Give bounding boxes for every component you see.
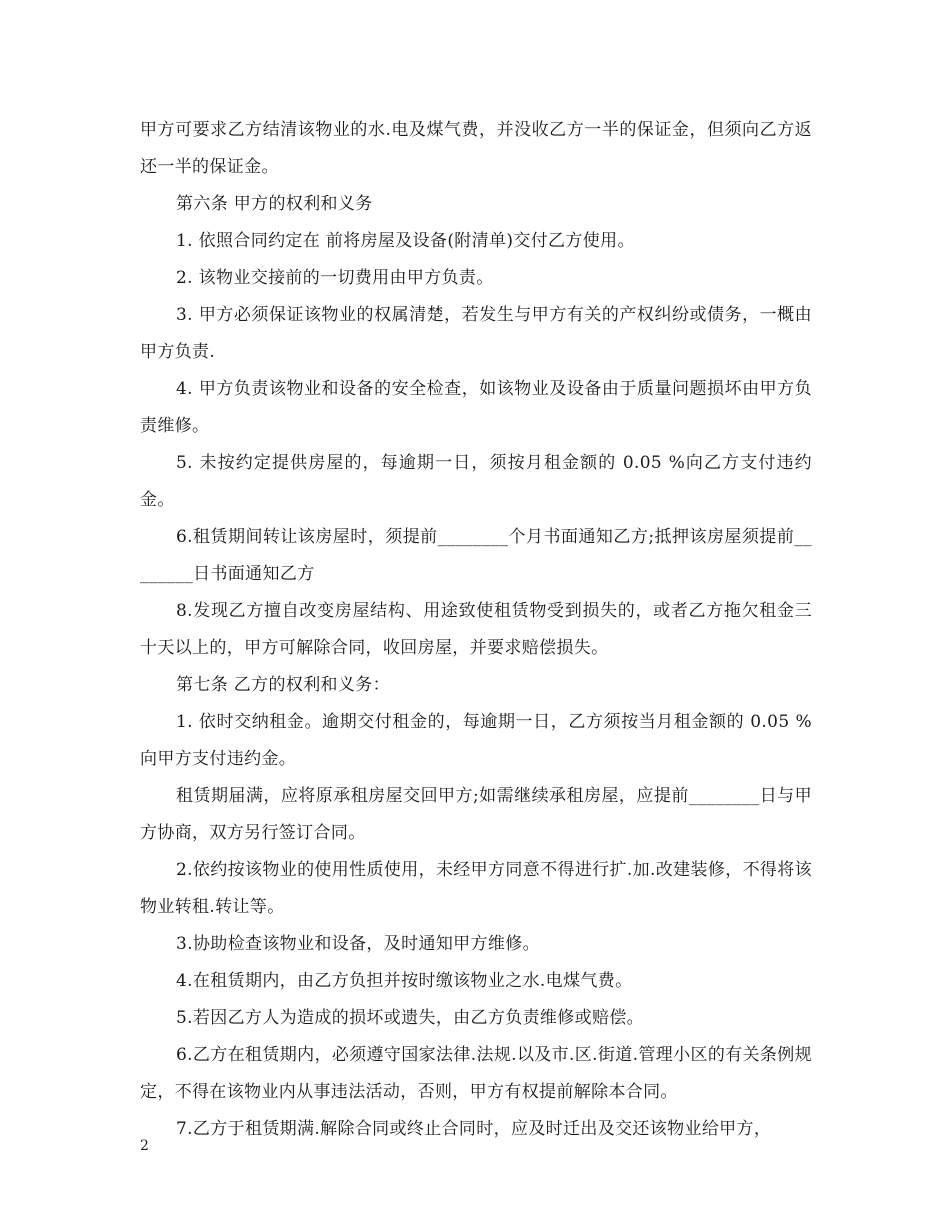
paragraph: 4. 甲方负责该物业和设备的安全检查，如该物业及设备由于质量问题损坏由甲方负责维修。	[140, 379, 812, 436]
section-heading: 第六条 甲方的权利和义务	[176, 194, 373, 214]
paragraph: 6.乙方在租赁期内，必须遵守国家法律.法规.以及市.区.街道.管理小区的有关条例规定，不得在该物业内从事违法活动，否则，甲方有权提前解除本合同。	[140, 1045, 812, 1102]
paragraph: 1. 依时交纳租金。逾期交付租金的，每逾期一日，乙方须按当月租金额的 0.05 %向甲方支付违约金。	[140, 712, 812, 769]
paragraph: 6.租赁期间转让该房屋时，须提前________个月书面通知乙方;抵押该房屋须提前________日书面通知乙方	[140, 527, 812, 584]
paragraph: 2.依约按该物业的使用性质使用，未经甲方同意不得进行扩.加.改建装修，不得将该物业转租.转让等。	[140, 860, 812, 917]
paragraph: 甲方可要求乙方结清该物业的水.电及煤气费，并没收乙方一半的保证金，但须向乙方返还一半的保证金。	[140, 120, 812, 177]
paragraph: 8.发现乙方擅自改变房屋结构、用途致使租赁物受到损失的，或者乙方拖欠租金三十天以上的，甲方可解除合同，收回房屋，并要求赔偿损失。	[140, 601, 812, 658]
paragraph: 4.在租赁期内，由乙方负担并按时缴该物业之水.电煤气费。	[176, 971, 633, 991]
paragraph: 2. 该物业交接前的一切费用由甲方负责。	[176, 268, 494, 288]
paragraph: 5. 未按约定提供房屋的，每逾期一日，须按月租金额的 0.05 %向乙方支付违约金。	[140, 453, 812, 510]
paragraph: 5.若因乙方人为造成的损坏或遗失，由乙方负责维修或赔偿。	[176, 1008, 645, 1028]
section-heading: 第七条 乙方的权利和义务：	[176, 675, 390, 695]
paragraph: 3. 甲方必须保证该物业的权属清楚，若发生与甲方有关的产权纠纷或债务，一概由甲方负责.	[140, 305, 812, 362]
paragraph: 租赁期届满，应将原承租房屋交回甲方;如需继续承租房屋，应提前________日与甲方协商，双方另行签订合同。	[140, 786, 812, 843]
paragraph: 3.协助检查该物业和设备，及时通知甲方维修。	[176, 934, 540, 954]
page-number: 2	[140, 1138, 149, 1154]
paragraph: 1. 依照合同约定在 前将房屋及设备(附清单)交付乙方使用。	[176, 231, 635, 251]
paragraph: 7.乙方于租赁期满.解除合同或终止合同时，应及时迁出及交还该物业给甲方，	[176, 1119, 772, 1139]
document-body	[140, 112, 812, 1148]
